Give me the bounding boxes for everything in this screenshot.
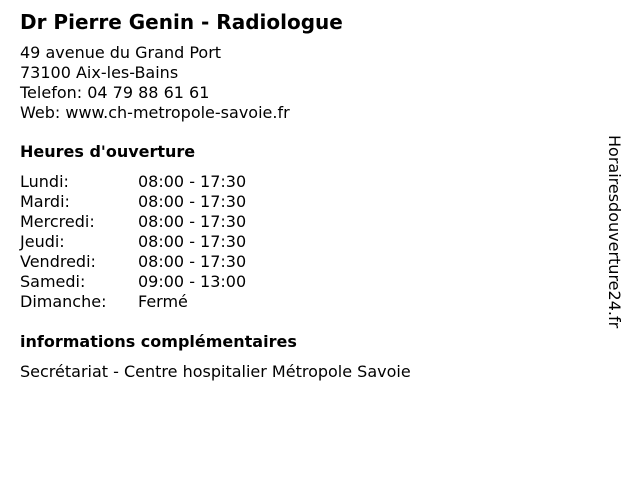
hours-time: 08:00 - 17:30 (138, 232, 247, 251)
business-card (20, 8, 600, 382)
web-line: Web: www.ch-metropole-savoie.fr (20, 103, 290, 122)
hours-day: Vendredi: (20, 252, 96, 271)
hours-time: 08:00 - 17:30 (138, 192, 247, 211)
site-watermark: Horairesdouverture24.fr (605, 135, 624, 329)
phone-line: Telefon: 04 79 88 61 61 (20, 83, 210, 102)
hours-day: Lundi: (20, 172, 69, 191)
hours-time: 08:00 - 17:30 (138, 172, 247, 191)
hours-row-thursday (20, 232, 600, 252)
hours-row-wednesday (20, 212, 600, 232)
hours-time: 08:00 - 17:30 (138, 212, 247, 231)
hours-time: Fermé (138, 292, 188, 311)
hours-day: Mardi: (20, 192, 70, 211)
hours-row-friday (20, 252, 600, 272)
hours-time: 08:00 - 17:30 (138, 252, 247, 271)
address-street: 49 avenue du Grand Port (20, 43, 222, 62)
hours-day: Jeudi: (20, 232, 65, 251)
hours-row-monday (20, 172, 600, 192)
hours-row-saturday (20, 272, 600, 292)
hours-day: Mercredi: (20, 212, 95, 231)
address-city: 73100 Aix-les-Bains (20, 63, 179, 82)
info-heading: informations complémentaires (20, 332, 297, 351)
hours-row-sunday (20, 292, 600, 312)
page-title: Dr Pierre Genin - Radiologue (20, 10, 343, 34)
hours-day: Samedi: (20, 272, 86, 291)
hours-day: Dimanche: (20, 292, 107, 311)
hours-time: 09:00 - 13:00 (138, 272, 247, 291)
hours-heading: Heures d'ouverture (20, 142, 196, 161)
hours-row-tuesday (20, 192, 600, 212)
hours-list (20, 172, 600, 312)
info-text: Secrétariat - Centre hospitalier Métropole Savoie (20, 362, 411, 381)
